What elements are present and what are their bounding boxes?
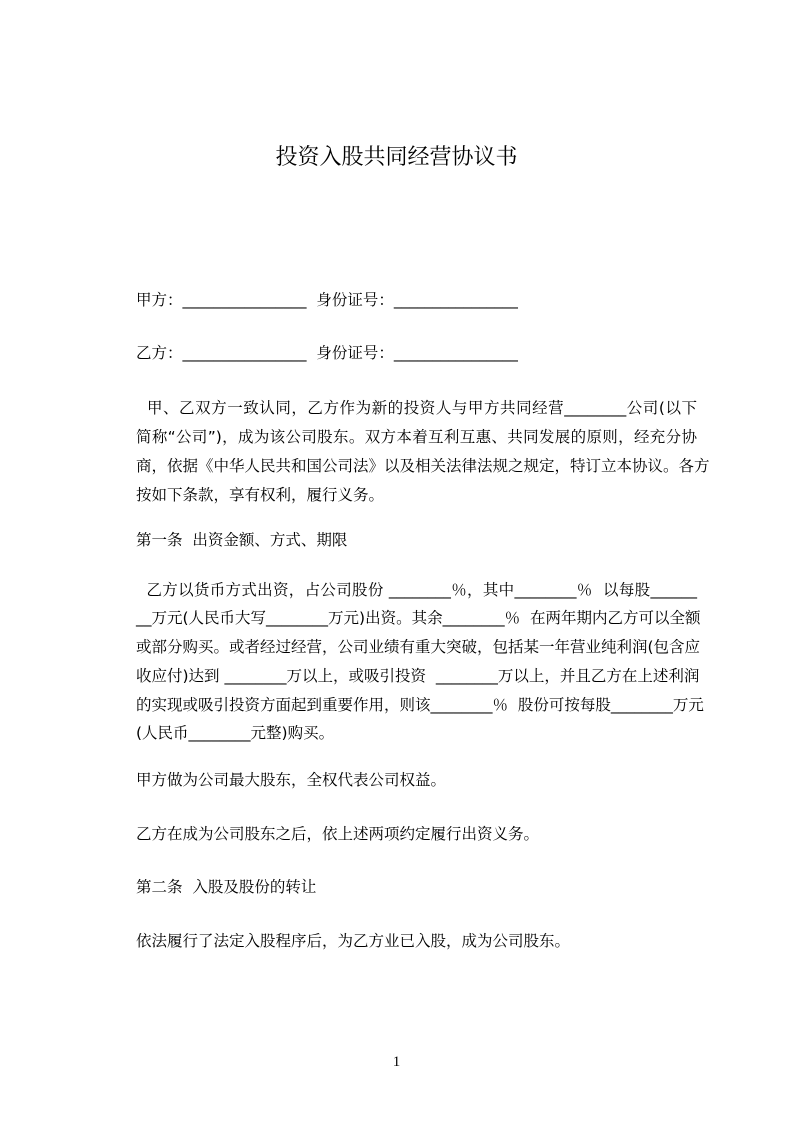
article1-line: 乙方以货币方式出资，占公司股份 ________％，其中________％ 以每股______ — [136, 581, 697, 599]
article1-line: 收应付)达到 ________万以上，或吸引投资 ________万以上，并且乙方在上述利润 — [136, 667, 700, 685]
paragraph: 乙方在成为公司股东之后，依上述两项约定履行出资义务。 — [136, 825, 540, 843]
intro-line: 简称“公司”)，成为该公司股东。双方本着互利互惠、共同发展的原则，经充分协 — [136, 428, 697, 446]
article2-text: 依法履行了法定入股程序后，为乙方业已入股，成为公司股东。 — [136, 932, 571, 950]
article2-heading: 第二条 入股及股份的转让 — [136, 878, 317, 896]
party-a-line: 甲方：________________ 身份证号：________________ — [136, 291, 518, 309]
intro-line: 按如下条款，享有权利，履行义务。 — [136, 486, 385, 504]
article1-heading: 第一条 出资金额、方式、期限 — [136, 531, 348, 549]
article1-line: __万元(人民币大写________万元)出资。其余________％ 在两年期内乙方可以全额 — [136, 609, 701, 627]
article1-line: 的实现或吸引投资方面起到重要作用，则该________％ 股份可按每股________万元 — [136, 696, 704, 714]
party-b-line: 乙方：________________ 身份证号：________________ — [136, 344, 518, 362]
document-title: 投资入股共同经营协议书 — [275, 145, 518, 170]
page-number: 1 — [392, 1054, 401, 1070]
paragraph: 甲方做为公司最大股东，全权代表公司权益。 — [136, 771, 447, 789]
intro-line: 商，依据《中华人民共和国公司法》以及相关法律法规之规定，特订立本协议。各方 — [136, 457, 710, 475]
article1-line: (人民币________元整)购买。 — [136, 724, 335, 742]
intro-line: 甲、乙双方一致认同，乙方作为新的投资人与甲方共同经营________公司(以下 — [136, 399, 697, 417]
article1-line: 或部分购买。或者经过经营，公司业绩有重大突破，包括某一年营业纯利润(包含应 — [136, 638, 701, 656]
